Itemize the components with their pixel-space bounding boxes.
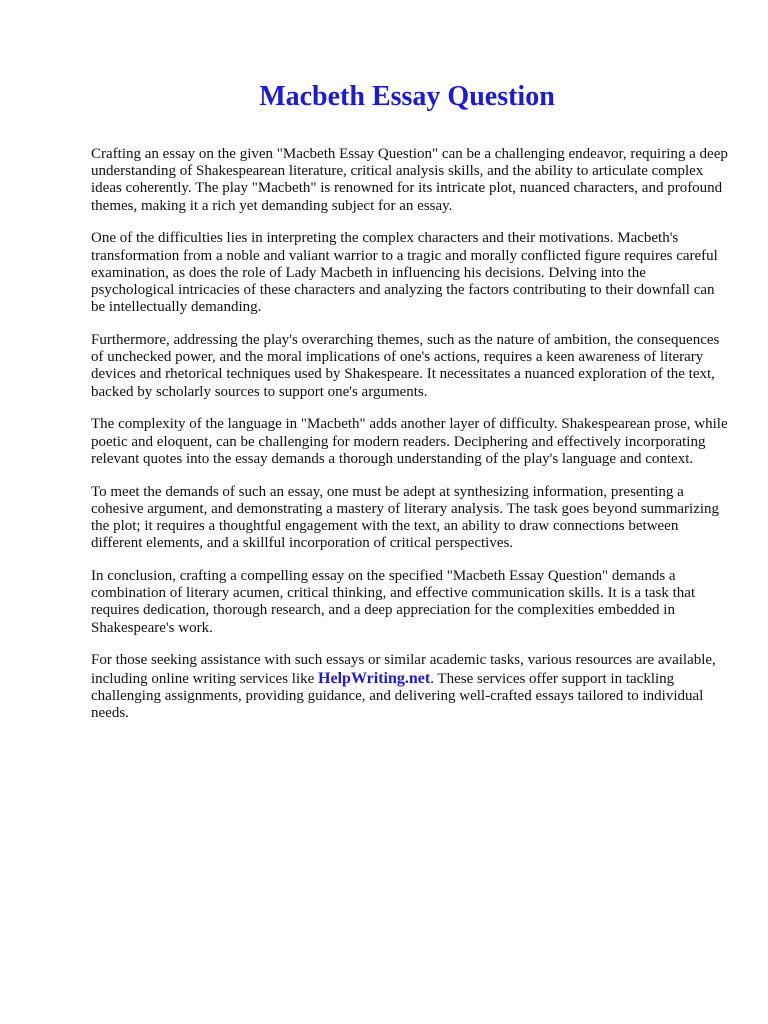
- paragraph-themes: Furthermore, addressing the play's overarching themes, such as the nature of ambition, the consequences of unchecked power, and the moral implications of one's actions, requires a keen awareness of literary devices and rhetorical techniques used by Shakespeare. It necessitates a nuanced exploration of the text, backed by scholarly sources to support one's arguments.: [91, 332, 720, 400]
- paragraph-demands: To meet the demands of such an essay, one must be adept at synthesizing information, presenting a cohesive argument, and demonstrating a mastery of literary analysis. The task goes beyond summarizing the plot; it requires a thoughtful engagement with the text, an ability to draw connections between different elements, and a skillful incorporation of critical perspectives.: [91, 483, 720, 552]
- helpwriting-link[interactable]: HelpWriting.net: [318, 669, 431, 687]
- paragraph-language: The complexity of the language in "Macbeth" adds another layer of difficulty. Shakespearean prose, while poetic and eloquent, can be challenging for modern readers. Deciphering and effectively incorporating relevant quotes into the essay demands a thorough understanding of the play's language and context.: [91, 416, 728, 467]
- paragraph-intro: Crafting an essay on the given "Macbeth Essay Question" can be a challenging endeavor, requiring a deep understanding of Shakespearean literature, critical analysis skills, and the ability to articulate complex ideas coherently. The play "Macbeth" is renowned for its intricate plot, nuanced characters, and profound themes, making it a rich yet demanding subject for an essay.: [91, 146, 728, 214]
- essay-body: [91, 146, 729, 738]
- paragraph-conclusion: In conclusion, crafting a compelling essay on the specified "Macbeth Essay Question" demands a combination of literary acumen, critical thinking, and effective communication skills. It is a task that requires dedication, thorough research, and a deep appreciation for the complexities embedded in Shakespeare's work.: [91, 568, 696, 636]
- assistance-text-after: . These services offer support in tackling challenging assignments, providing guidance, and delivering well-crafted essays tailored to individual needs.: [91, 670, 704, 722]
- paragraph-characters: One of the difficulties lies in interpreting the complex characters and their motivations. Macbeth's transformation from a noble and valiant warrior to a tragic and morally conflicted figure requires careful examination, as does the role of Lady Macbeth in influencing his decisions. Delving into the psychological intricacies of these characters and analyzing the factors contributing to their downfall can be intellectually demanding.: [91, 230, 718, 316]
- assistance-text-before: For those seeking assistance with such essays or similar academic tasks, various resources are available, including online writing services like: [91, 652, 716, 687]
- page-title: Macbeth Essay Question: [259, 81, 555, 112]
- paragraph-assistance: [91, 652, 729, 722]
